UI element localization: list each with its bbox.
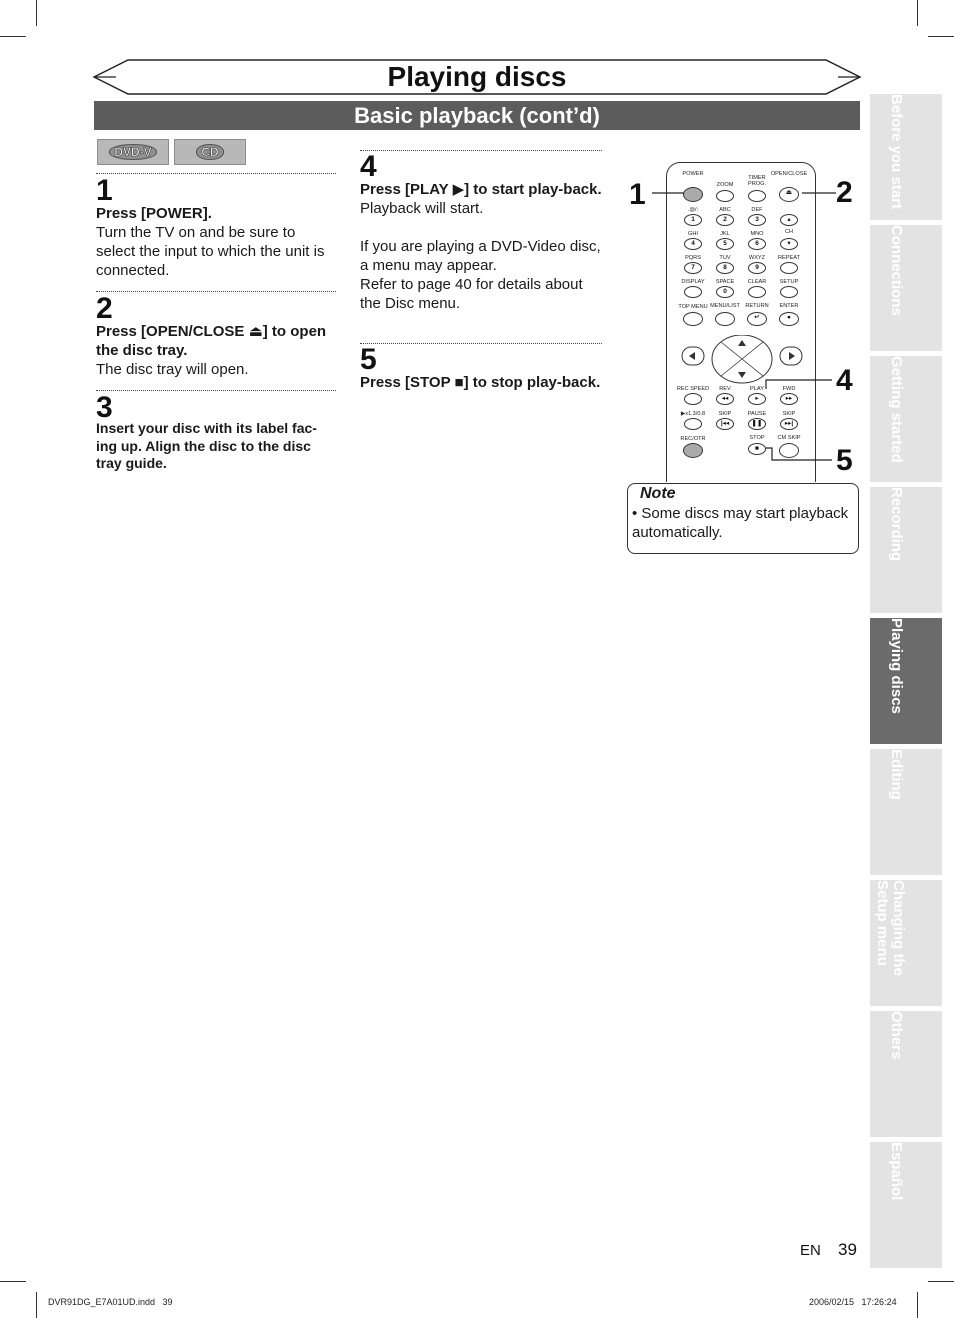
dvd-v-label: DVD-V — [109, 144, 156, 160]
divider — [360, 343, 602, 344]
stop-button[interactable]: ■ — [748, 443, 766, 455]
remote-label-mno: MNO — [750, 231, 764, 237]
tab-others[interactable] — [870, 1011, 942, 1137]
remote-label-power: POWER — [682, 171, 704, 177]
tab-playing-discs[interactable] — [870, 618, 942, 744]
step-3-number: 3 — [96, 391, 113, 424]
remote-label-sym: .@/: — [687, 207, 699, 213]
divider — [96, 291, 336, 292]
callout-4: 4 — [836, 364, 853, 397]
ch-down-button[interactable]: ▾ — [780, 238, 798, 250]
crop-mark — [36, 0, 37, 26]
remote-label-def: DEF — [751, 207, 763, 213]
digit-6-button[interactable]: 6 — [748, 238, 766, 250]
tab-label: Recording — [888, 487, 905, 562]
note-title: Note — [640, 485, 676, 502]
crop-mark — [917, 0, 918, 26]
remote-label-skip-back: SKIP — [718, 411, 732, 417]
step-1-instruction: Press [POWER]. — [96, 205, 212, 222]
remote-label-enter: ENTER — [779, 303, 799, 309]
print-date-slug: 2006/02/15 17:26:24 — [809, 1297, 897, 1307]
step-4-instruction-a: Press [PLAY — [360, 181, 453, 198]
fwd-button[interactable]: ▸▸ — [780, 393, 798, 405]
callout-1: 1 — [629, 178, 646, 211]
step-2-instruction-a: Press [OPEN/CLOSE — [96, 323, 249, 340]
tab-connections[interactable] — [870, 225, 942, 351]
digit-3-button[interactable]: 3 — [748, 214, 766, 226]
note-text: • Some discs may start playback automatically. — [632, 505, 849, 541]
tab-label: Others — [888, 1011, 905, 1060]
page-title: Playing discs — [387, 61, 567, 92]
enter-button[interactable]: ● — [779, 312, 799, 326]
cd-icon — [174, 139, 246, 165]
language-code: EN — [800, 1242, 821, 1259]
step-2-number: 2 — [96, 292, 113, 325]
digit-7-button[interactable]: 7 — [684, 262, 702, 274]
step-4-instruction — [360, 180, 604, 199]
remote-label-timer: TIMER — [748, 175, 766, 181]
step-5-instruction — [360, 373, 604, 392]
tab-changing-setup-menu[interactable] — [870, 880, 942, 1006]
tab-espanol[interactable] — [870, 1142, 942, 1268]
tab-editing[interactable] — [870, 749, 942, 875]
remote-label-fwd: FWD — [782, 386, 796, 392]
print-file-slug: DVR91DG_E7A01UD.indd 39 — [48, 1297, 173, 1307]
step-2-text — [96, 322, 338, 379]
tab-label: Playing discs — [888, 618, 905, 714]
remote-label-pqrs: PQRS — [685, 255, 701, 261]
remote-label-zoom: ZOOM — [716, 182, 734, 188]
rev-button[interactable]: ◂◂ — [716, 393, 734, 405]
remote-label-tuv: TUV — [719, 255, 731, 261]
play-icon: ▶ — [452, 181, 465, 198]
remote-label-play: PLAY — [750, 386, 764, 392]
step-1-text — [96, 204, 338, 280]
step-5-text — [360, 373, 604, 392]
crop-mark — [0, 1281, 26, 1282]
step-4-detail-1: Playback will start. — [360, 200, 484, 217]
step-4-text — [360, 180, 604, 313]
step-2-instruction — [96, 322, 338, 360]
remote-label-rec-speed: REC SPEED — [676, 386, 710, 392]
play-button[interactable]: ▸ — [748, 393, 766, 405]
remote-label-ghi: GHI — [688, 231, 698, 237]
crop-mark — [928, 36, 954, 37]
divider — [96, 173, 336, 174]
section-subtitle: Basic playback (cont’d) — [94, 101, 860, 130]
dvd-v-icon — [97, 139, 169, 165]
remote-label-jkl: JKL — [720, 231, 730, 237]
remote-label-abc: ABC — [719, 207, 731, 213]
crop-mark — [917, 1292, 918, 1318]
remote-label-prog: PROG. — [747, 181, 767, 187]
digit-5-button[interactable]: 5 — [716, 238, 734, 250]
step-4-detail-3: Refer to page 40 for details about the Disc menu. — [360, 276, 583, 312]
crop-mark — [0, 36, 26, 37]
remote-label-open-close: OPEN/CLOSE — [770, 171, 808, 177]
remote-label-space: SPACE — [715, 279, 735, 285]
step-5-number: 5 — [360, 343, 377, 376]
remote-label-return: RETURN — [745, 303, 769, 309]
page-number: 39 — [838, 1240, 857, 1259]
stop-icon: ■ — [454, 374, 464, 391]
tab-label: Editing — [888, 749, 905, 800]
remote-label-stop: STOP — [749, 435, 765, 441]
step-1-number: 1 — [96, 174, 113, 207]
tab-recording[interactable] — [870, 487, 942, 613]
step-4-instruction-b: ] to start play-back. — [464, 181, 602, 198]
remote-label-rev: REV — [719, 386, 731, 392]
remote-label-repeat: REPEAT — [778, 255, 800, 261]
remote-label-clear: CLEAR — [747, 279, 767, 285]
step-4-number: 4 — [360, 150, 377, 183]
digit-9-button[interactable]: 9 — [748, 262, 766, 274]
remote-label-skip-fwd: SKIP — [782, 411, 796, 417]
remote-label-top-menu: TOP MENU — [678, 304, 708, 310]
step-5-instruction-a: Press [STOP — [360, 374, 455, 391]
divider — [96, 390, 336, 391]
tab-label: Changing the Setup menu — [874, 880, 907, 976]
step-2-instruction-b: ] to open the disc tray. — [96, 323, 327, 359]
crop-mark — [36, 1292, 37, 1318]
skip-fwd-button[interactable]: ▸▸| — [780, 418, 798, 430]
tab-label: Before you start — [888, 94, 905, 210]
callout-2: 2 — [836, 176, 853, 209]
remote-label-ch: CH — [784, 229, 794, 235]
crop-mark — [928, 1281, 954, 1282]
return-button[interactable]: ↵ — [747, 312, 767, 326]
cd-label: CD — [196, 144, 223, 160]
digit-0-button[interactable]: 0 — [716, 286, 734, 298]
tab-label: Español — [888, 1142, 905, 1201]
remote-label-display: DISPLAY — [681, 279, 705, 285]
callout-5: 5 — [836, 444, 853, 477]
step-4-detail-2: If you are playing a DVD-Video disc, a menu may appear. — [360, 238, 601, 274]
remote-label-menu-list: MENU/LIST — [710, 303, 740, 309]
digit-2-button[interactable]: 2 — [716, 214, 734, 226]
remote-label-rec-otr: REC/OTR — [680, 436, 706, 442]
step-2-detail: The disc tray will open. — [96, 361, 249, 378]
digit-8-button[interactable]: 8 — [716, 262, 734, 274]
digit-4-button[interactable]: 4 — [684, 238, 702, 250]
skip-back-button[interactable]: |◂◂ — [716, 418, 734, 430]
step-3-instruction: Insert your disc with its label fac-ing up. Align the disc to the disc tray guide. — [96, 420, 317, 471]
tab-label: Connections — [888, 225, 905, 316]
remote-label-cm-skip: CM SKIP — [777, 435, 801, 441]
digit-1-button[interactable]: 1 — [684, 214, 702, 226]
open-close-button[interactable]: ⏏ — [779, 187, 799, 202]
step-1-detail: Turn the TV on and be sure to select the input to which the unit is connected. — [96, 224, 325, 279]
remote-label-x13: ▶x1.3/0.8 — [680, 411, 706, 417]
remote-label-setup: SETUP — [779, 279, 799, 285]
tab-getting-started[interactable] — [870, 356, 942, 482]
remote-label-wxyz: WXYZ — [748, 255, 766, 261]
remote-label-pause: PAUSE — [747, 411, 767, 417]
tab-before-you-start[interactable] — [870, 94, 942, 220]
tab-label: Getting started — [888, 356, 905, 463]
ch-up-button[interactable]: ▴ — [780, 214, 798, 226]
divider — [360, 150, 602, 151]
eject-icon: ⏏ — [248, 323, 263, 340]
step-5-instruction-b: ] to stop play-back. — [463, 374, 601, 391]
pause-button[interactable]: ❚❚ — [748, 418, 766, 430]
